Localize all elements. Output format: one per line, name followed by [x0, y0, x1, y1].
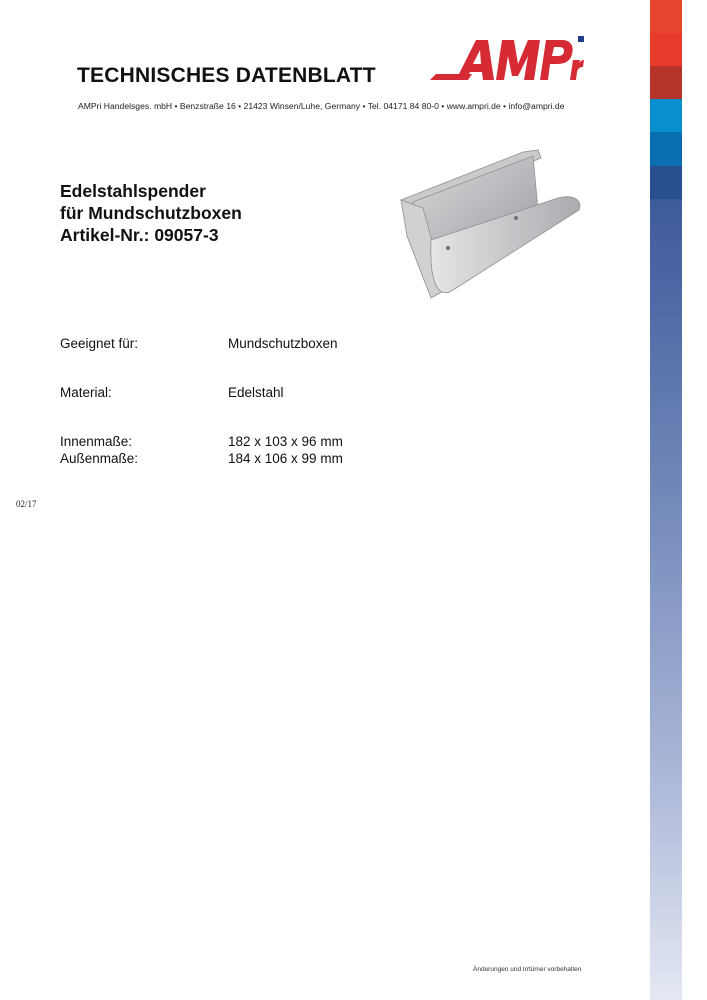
color-stripe	[650, 0, 682, 1000]
stripe-segment	[650, 33, 682, 66]
document-title: TECHNISCHES DATENBLATT	[77, 64, 376, 87]
article-number: Artikel-Nr.: 09057-3	[60, 225, 219, 245]
spec-value-material: Edelstahl	[228, 385, 284, 400]
footer-disclaimer: Änderungen und Irrtümer vorbehalten	[473, 966, 582, 973]
stripe-segment	[650, 66, 682, 99]
stripe-segment	[650, 132, 682, 166]
product-title	[60, 180, 242, 246]
stripe-gradient	[650, 199, 682, 1000]
stripe-segment	[650, 99, 682, 132]
product-subtitle: für Mundschutzboxen	[60, 203, 242, 223]
date-code: 02/17	[16, 499, 37, 509]
product-image	[393, 140, 588, 305]
spec-label-suitable: Geeignet für:	[60, 336, 139, 351]
stripe-segment	[650, 166, 682, 199]
spec-label-material: Material:	[60, 385, 112, 400]
stripe-segment	[650, 0, 682, 33]
ampri-logo	[428, 34, 584, 88]
spec-label-inner-dimensions: Innenmaße:	[60, 434, 133, 449]
company-contact-line: AMPri Handelsges. mbH • Benzstraße 16 • 21423 Winsen/Luhe, Germany • Tel. 04171 84 80-0 • www.ampri.de • info@ampri.de	[78, 101, 565, 111]
spec-value-suitable: Mundschutzboxen	[228, 336, 338, 351]
spec-label-outer-dimensions: Außenmaße:	[60, 451, 139, 466]
product-name: Edelstahlspender	[60, 181, 206, 201]
spec-value-outer-dimensions: 184 x 106 x 99 mm	[228, 451, 343, 466]
spec-value-inner-dimensions: 182 x 103 x 96 mm	[228, 434, 343, 449]
